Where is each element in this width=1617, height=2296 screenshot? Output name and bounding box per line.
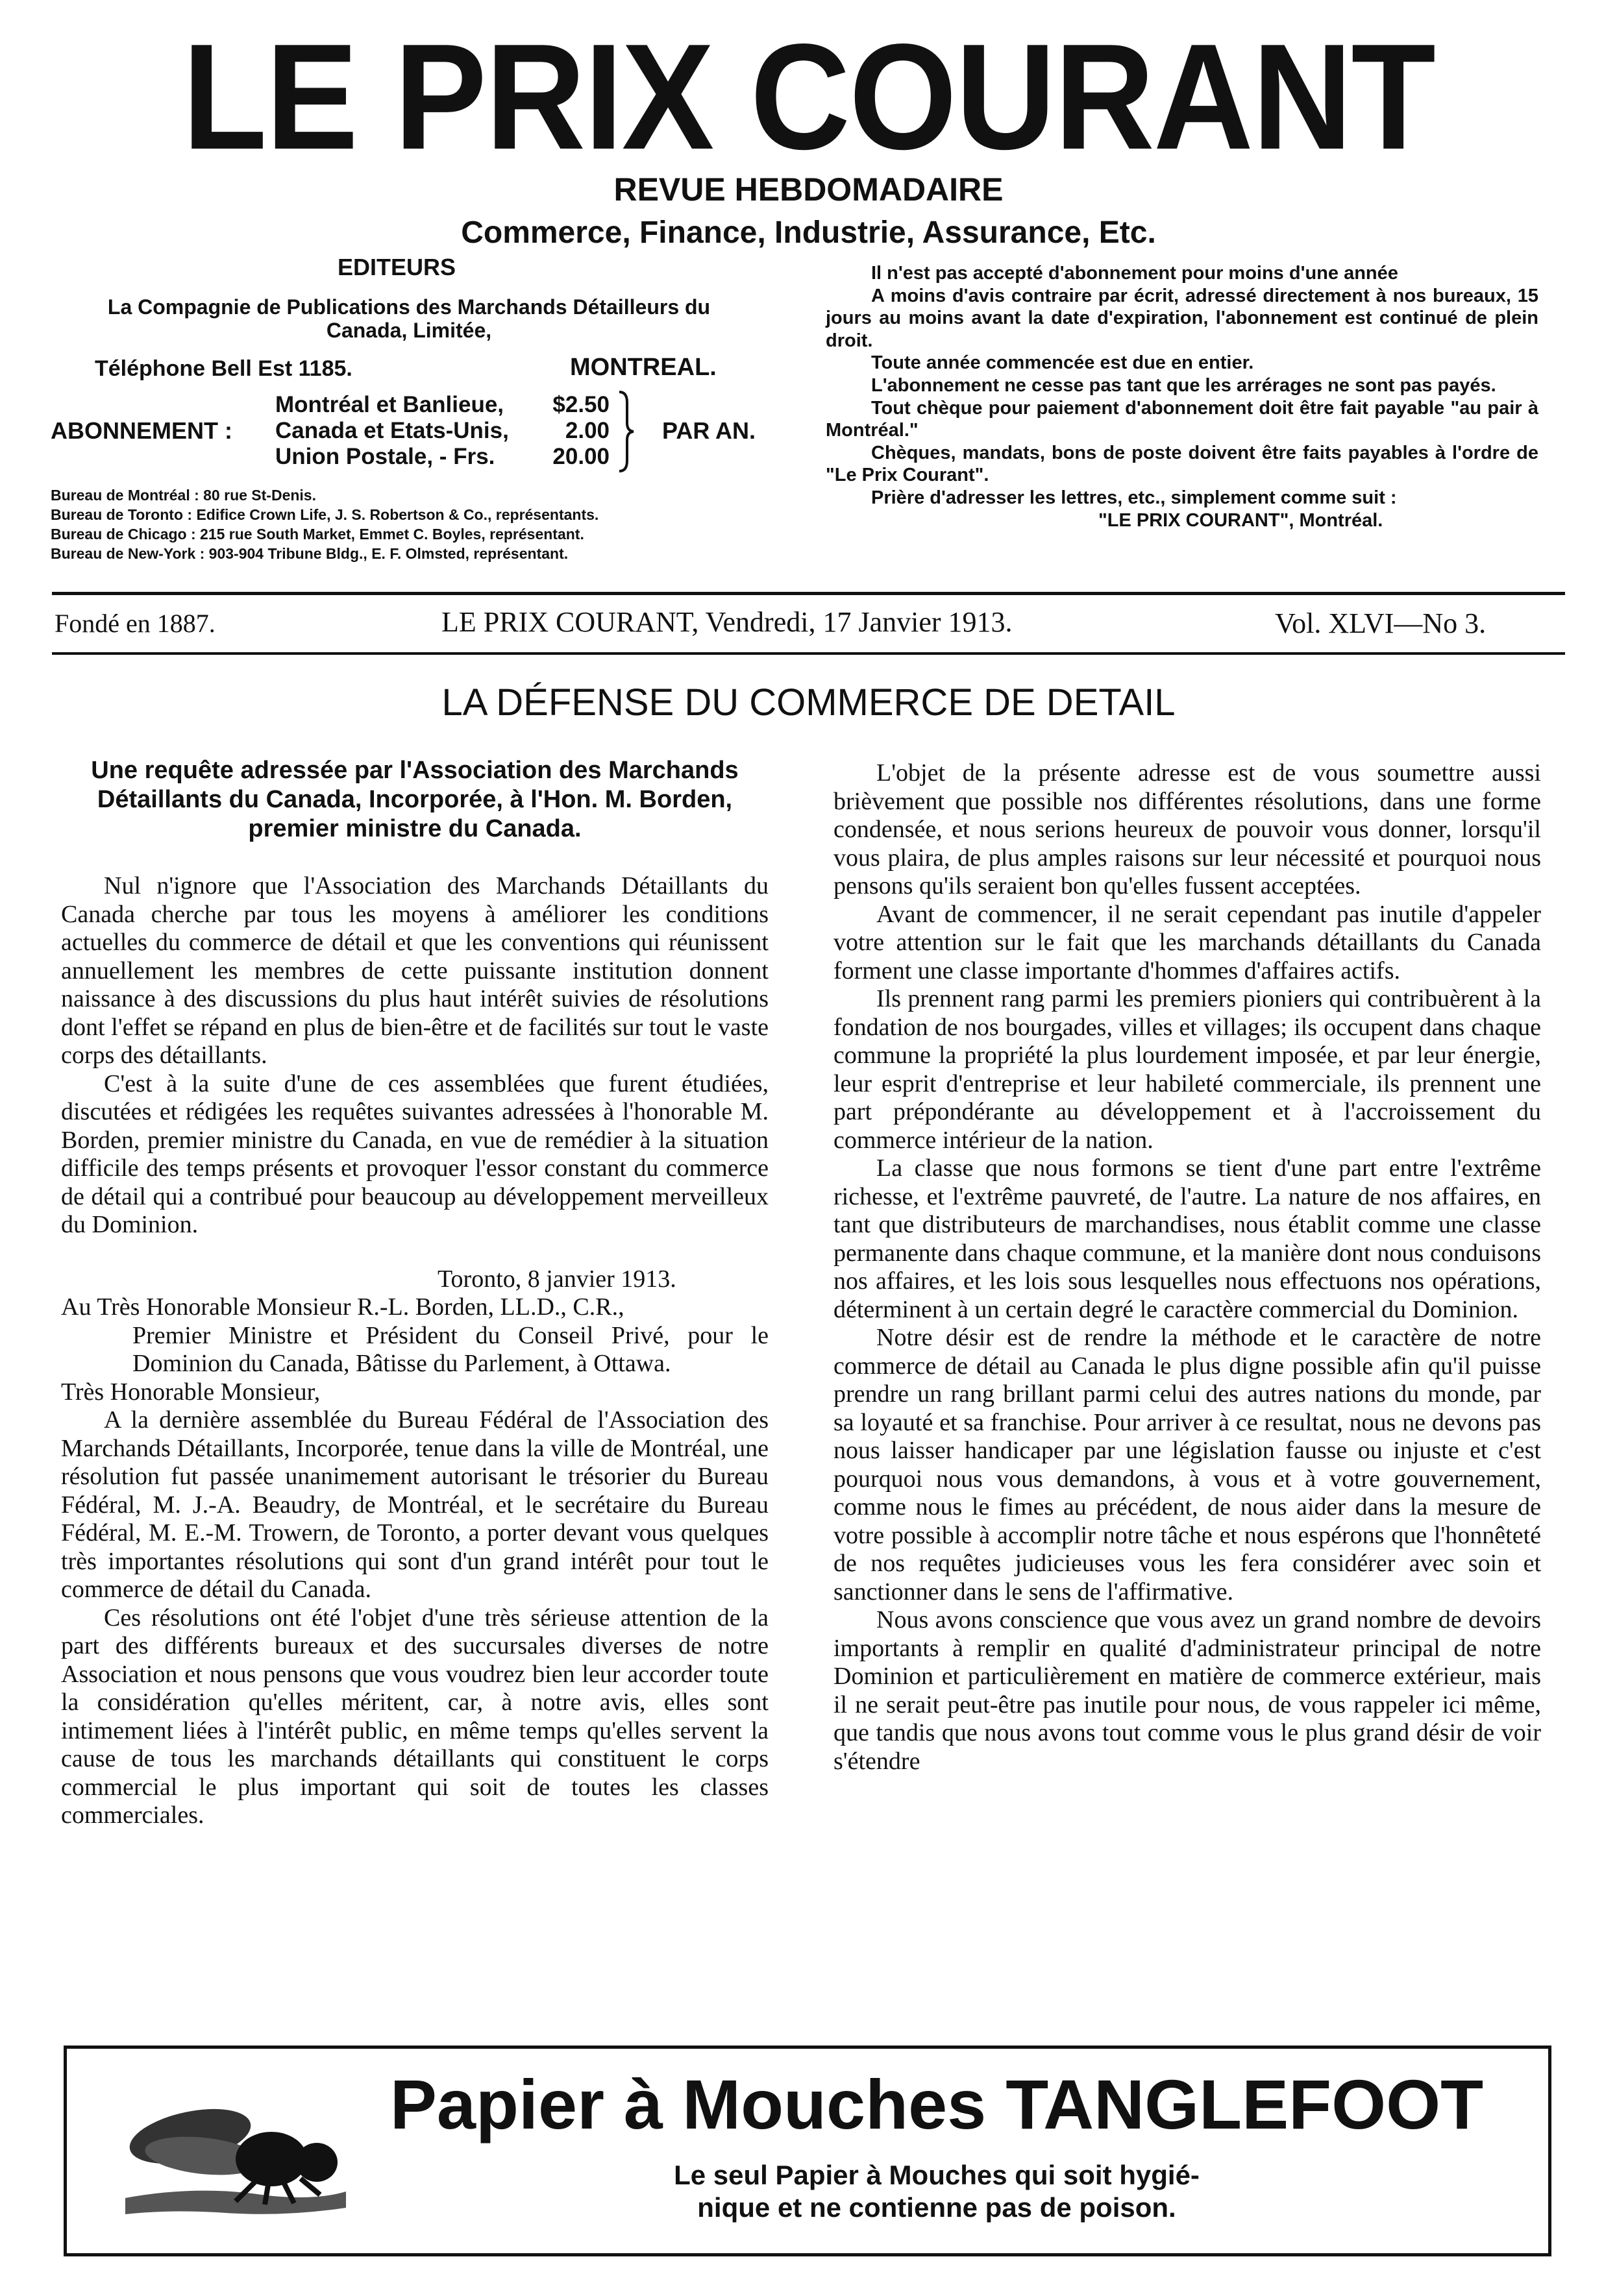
term-arrears: L'abonnement ne cesse pas tant que les arrérages ne sont pas payés. xyxy=(871,374,1496,396)
rate-price: 20.00 xyxy=(552,444,610,469)
right-paragraph: La classe que nous formons se tient d'une part entre l'extrême richesse, et l'extrême pauvreté, de l'autre. La nature de nos affaires, en tant que distributeurs de marchandises, nous établit comme une classe permanente dans chaque commune, et la manière dont nous conduisons nos affaires, et les lois sous lesquelles nous effectuons nos opérations, déterminent à un certain degré le caractère commercial du Dominion. xyxy=(833,1154,1541,1323)
rate-row xyxy=(275,418,610,444)
place-date: Toronto, 8 janvier 1913. xyxy=(438,1265,676,1293)
city: MONTREAL. xyxy=(570,354,717,381)
article-deck: Une requête adressée par l'Association des Marchands Détaillants du Canada, Incorporée, à l'Hon. M. Borden, premier ministre du Canada. xyxy=(91,757,739,842)
telephone: Téléphone Bell Est 1185. xyxy=(95,356,352,381)
issue-date: LE PRIX COURANT, Vendredi, 17 Janvier 1913. xyxy=(441,606,1013,638)
term-year-due: Toute année commencée est due en entier. xyxy=(871,352,1254,374)
rate-row xyxy=(275,444,610,470)
rate-price: 2.00 xyxy=(565,418,610,443)
publisher-company xyxy=(45,295,772,342)
body-paragraph: Ces résolutions ont été l'objet d'une très sérieuse attention de la part des différents bureaux et des succursales diverses de notre Association et nous pensons que vous voudrez bien leur accorder toute la considération qu'elles méritent, car, à notre avis, elles sont intimement liées à l'intérêt public, en même temps qu'elles servent la cause de tous les marchands détaillants qui constituent le corps commercial le plus important qui soit de toutes les classes commerciales. xyxy=(61,1604,769,1829)
rate-row xyxy=(275,392,610,418)
body-paragraph: A la dernière assemblée du Bureau Fédéral de l'Association des Marchands Détaillants, Incorporée, tenue dans la ville de Montréal, une résolution fut passée unanimement autorisant le trésorier du Bureau Fédéral, M. J.-A. Beaudry, de Montréal, et le secrétaire du Bureau Fédéral, M. E.-M. Trowern, de Toronto, a porter devant vous quelques très importantes résolutions qui sont d'un grand intérêt pour tout le commerce de détail du Canada. xyxy=(61,1406,769,1603)
masthead-title: LE PRIX COURANT xyxy=(182,13,1435,181)
right-paragraph: Nous avons conscience que vous avez un grand nombre de devoirs importants à remplir en qualité d'administrateur principal de notre Dominion et particulièrement en matière de commerce extérieur, mais il ne serait peut-être pas inutile pour nous, de vous rappeler ici même, que tandis que nous avons tout comme vous le plus grand désir de voir s'étendre xyxy=(833,1606,1541,1775)
publisher-company-line2: Canada, Limitée, xyxy=(326,319,492,342)
term-payable: Chèques, mandats, bons de poste doivent être faits payables à l'ordre de "Le Prix Courant". xyxy=(826,442,1538,486)
right-paragraph: L'objet de la présente adresse est de vous soumettre aussi brièvement que possible nos différentes résolutions, dans une forme condensée, et nous serions heureux de pouvoir vous donner, lorsqu'il vous plaira, de plus amples raisons sur leur nécessité et pourquoi nous pensons qu'ils seraient bon qu'elles fussent acceptées. xyxy=(833,759,1541,899)
address-first-line: Au Très Honorable Monsieur R.-L. Borden, LL.D., C.R., xyxy=(61,1293,624,1321)
term-minimum: Il n'est pas accepté d'abonnement pour moins d'une année xyxy=(871,263,1398,284)
editors-heading: EDITEURS xyxy=(338,254,456,280)
intro-paragraph: C'est à la suite d'une de ces assemblées que furent étudiées, discutées et rédigées les requêtes suivantes adressées à l'honorable M. Borden, premier ministre du Canada, en vue de remédier à la situation difficile des temps présents et provoquer l'essor constant du commerce de détail qui a contribué pour beaucoup au développement merveilleux du Dominion. xyxy=(61,1069,769,1238)
per-year: PAR AN. xyxy=(662,417,756,444)
fly-icon xyxy=(119,2075,352,2224)
term-cheque: Tout chèque pour paiement d'abonnement doit être fait payable "au pair à Montréal." xyxy=(826,397,1538,441)
term-notice: A moins d'avis contraire par écrit, adressé directement à nos bureaux, 15 jours au moins avant la date d'expiration, l'abonnement est continué de plein droit. xyxy=(826,285,1538,351)
address-rest: Premier Ministre et Président du Conseil Privé, pour le Dominion du Canada, Bâtisse du Parlement, à Ottawa. xyxy=(132,1321,769,1377)
ad-tagline-line2: nique et ne contienne pas de poison. xyxy=(697,2192,1176,2223)
term-address: Prière d'adresser les lettres, etc., simplement comme suit : xyxy=(871,487,1397,508)
subscription-rates xyxy=(275,392,610,470)
office-new-york: Bureau de New-York : 903-904 Tribune Bldg., E. F. Olmsted, représentant. xyxy=(51,545,569,562)
masthead-subjects: Commerce, Finance, Industrie, Assurance, Etc. xyxy=(461,215,1156,250)
intro-paragraph: Nul n'ignore que l'Association des Marchands Détaillants du Canada cherche par tous les moyens à améliorer les conditions actuelles du commerce de détail et que les conventions qui réunissent annuellement les membres de cette puissante institution donnent naissance à des discussions du plus haut intérêt suivies de résolutions dont l'effet se répand en plus de bien-être et de facilités sur tout le vaste corps des détaillants. xyxy=(61,872,769,1069)
dateline-rule xyxy=(52,652,1565,655)
brace-icon xyxy=(617,389,636,474)
subscription-terms xyxy=(826,262,1538,531)
left-column xyxy=(61,872,769,1830)
office-montreal: Bureau de Montréal : 80 rue St-Denis. xyxy=(51,487,316,504)
ad-tagline xyxy=(359,2159,1514,2224)
advertisement-box xyxy=(64,2046,1551,2256)
founded: Fondé en 1887. xyxy=(55,609,216,638)
volume: Vol. XLVI—No 3. xyxy=(1275,607,1487,639)
subscription-label: ABONNEMENT : xyxy=(51,417,232,444)
rate-region: Canada et Etats-Unis, xyxy=(275,418,509,443)
salutation: Très Honorable Monsieur, xyxy=(61,1378,321,1406)
offices-list xyxy=(51,485,599,563)
right-paragraph: Avant de commencer, il ne serait cependant pas inutile d'appeler votre attention sur le fait que les marchands détaillants du Canada forment une classe importante d'hommes d'affaires actifs. xyxy=(833,900,1541,984)
rate-region: Union Postale, - Frs. xyxy=(275,444,495,469)
rate-price: $2.50 xyxy=(552,392,610,417)
rate-region: Montréal et Banlieue, xyxy=(275,392,504,417)
right-paragraph: Ils prennent rang parmi les premiers pioniers qui contribuèrent à la fondation de nos bourgades, villes et villages; ils occupent dans chaque commune la propriété la plus lourdement imposée, et par leur énergie, leur esprit d'entreprise et leur habileté commerciale, ils prennent une part prépondérante au développement et à l'accroissement du commerce intérieur de la nation. xyxy=(833,985,1541,1154)
masthead-subtitle: REVUE HEBDOMADAIRE xyxy=(613,171,1004,208)
office-toronto: Bureau de Toronto : Edifice Crown Life, J. S. Robertson & Co., représentants. xyxy=(51,506,599,523)
publisher-company-line1: La Compagnie de Publications des Marchands Détailleurs du xyxy=(107,295,711,319)
right-column xyxy=(833,759,1541,1776)
right-paragraph: Notre désir est de rendre la méthode et le caractère de notre commerce de détail au Canada le plus digne possible afin qu'il puisse prendre un rang brillant parmi celui des autres nations du monde, par sa loyauté et sa franchise. Pour arriver à ce resultat, nous ne devons pas nous laisser handicaper par une législation fausse ou injuste et c'est pourquoi nous vous demandons, à vous et à votre gouvernement, comme nous le fimes au précédent, de nous aider dans la mesure de votre possible à accomplir notre tâche et nous espérons que l'honnêteté de nos requêtes judicieuses vous les fera considérer avec soin et sanctionner dans le sens de l'affirmative. xyxy=(833,1324,1541,1606)
ad-tagline-line1: Le seul Papier à Mouches qui soit hygié- xyxy=(674,2160,1200,2190)
article-headline: LA DÉFENSE DU COMMERCE DE DETAIL xyxy=(441,681,1176,724)
office-chicago: Bureau de Chicago : 215 rue South Market, Emmet C. Boyles, représentant. xyxy=(51,526,584,543)
ad-title: Papier à Mouches TANGLEFOOT xyxy=(389,2065,1484,2143)
term-address-name: "LE PRIX COURANT", Montréal. xyxy=(1098,509,1383,531)
header-rule xyxy=(52,592,1565,595)
